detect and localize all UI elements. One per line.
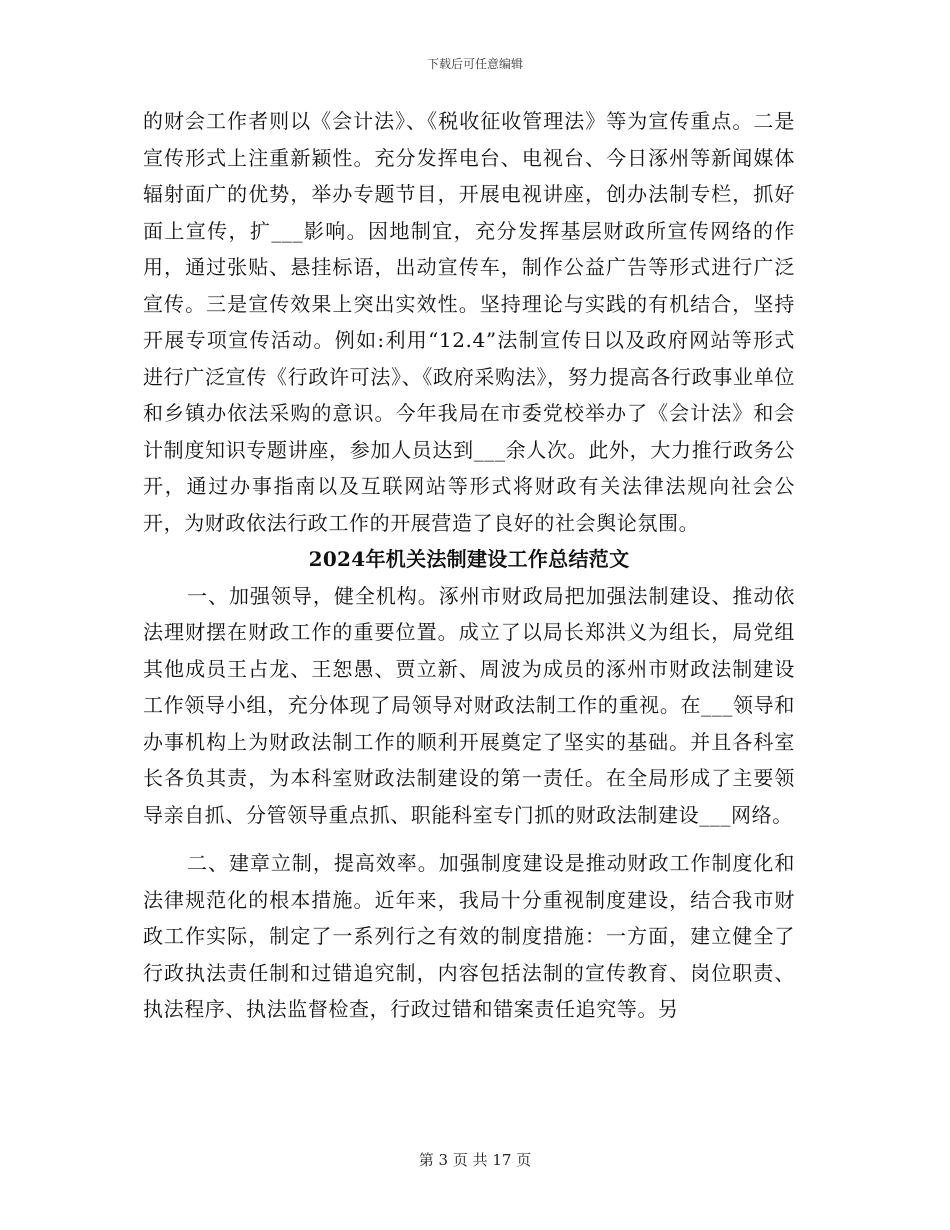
document-body: [143, 103, 795, 1028]
paragraph-spacer: [143, 833, 795, 845]
paragraph-leadership: 一、加强领导，健全机构。涿州市财政局把加强法制建设、推动依法理财摆在财政工作的重要位置。成立了以局长郑洪义为组长，局党组其他成员王占龙、王恕愚、贾立新、周波为成员的涿州市财政法制建设工作领导小组，充分体现了局领导对财政法制工作的重视。在___领导和办事机构上为财政法制工作的顺利开展奠定了坚实的基础。并且各科室长各负其责，为本科室财政法制建设的第一责任。在全局形成了主要领导亲自抓、分管领导重点抓、职能科室专门抓的财政法制建设___网络。: [143, 583, 795, 827]
section-title: 2024年机关法制建设工作总结范文: [308, 547, 630, 571]
page-footer: 第 3 页 共 17 页: [418, 1151, 532, 1169]
page-header: 下载后可任意编辑: [426, 57, 523, 71]
paragraph-regulations: 二、建章立制，提高效率。加强制度建设是推动财政工作制度化和法律规范化的根本措施。近年来，我局十分重视制度建设，结合我市财政工作实际，制定了一系列行之有效的制度措施：一方面，建立健全了行政执法责任制和过错追究制，内容包括法制的宣传教育、岗位职责、执法程序、执法监督检查，行政过错和错案责任追究等。另: [143, 851, 795, 1021]
paragraph-continued: 的财会工作者则以《会计法》、《税收征收管理法》等为宣传重点。二是宣传形式上注重新颖性。充分发挥电台、电视台、今日涿州等新闻媒体辐射面广的优势，举办专题节目，开展电视讲座，创办法制专栏，抓好面上宣传，扩___影响。因地制宜，充分发挥基层财政所宣传网络的作用，通过张贴、悬挂标语，出动宣传车，制作公益广告等形式进行广泛宣传。三是宣传效果上突出实效性。坚持理论与实践的有机结合，坚持开展专项宣传活动。例如:利用“12.4”法制宣传日以及政府网站等形式进行广泛宣传《行政许可法》、《政府采购法》，努力提高各行政事业单位和乡镇办依法采购的意识。今年我局在市委党校举办了《会计法》和会计制度知识专题讲座，参加人员达到___余人次。此外，大力推行政务公开，通过办事指南以及互联网站等形式将财政有关法律法规向社会公开，为财政依法行政工作的开展营造了良好的社会舆论氛围。: [143, 109, 795, 535]
